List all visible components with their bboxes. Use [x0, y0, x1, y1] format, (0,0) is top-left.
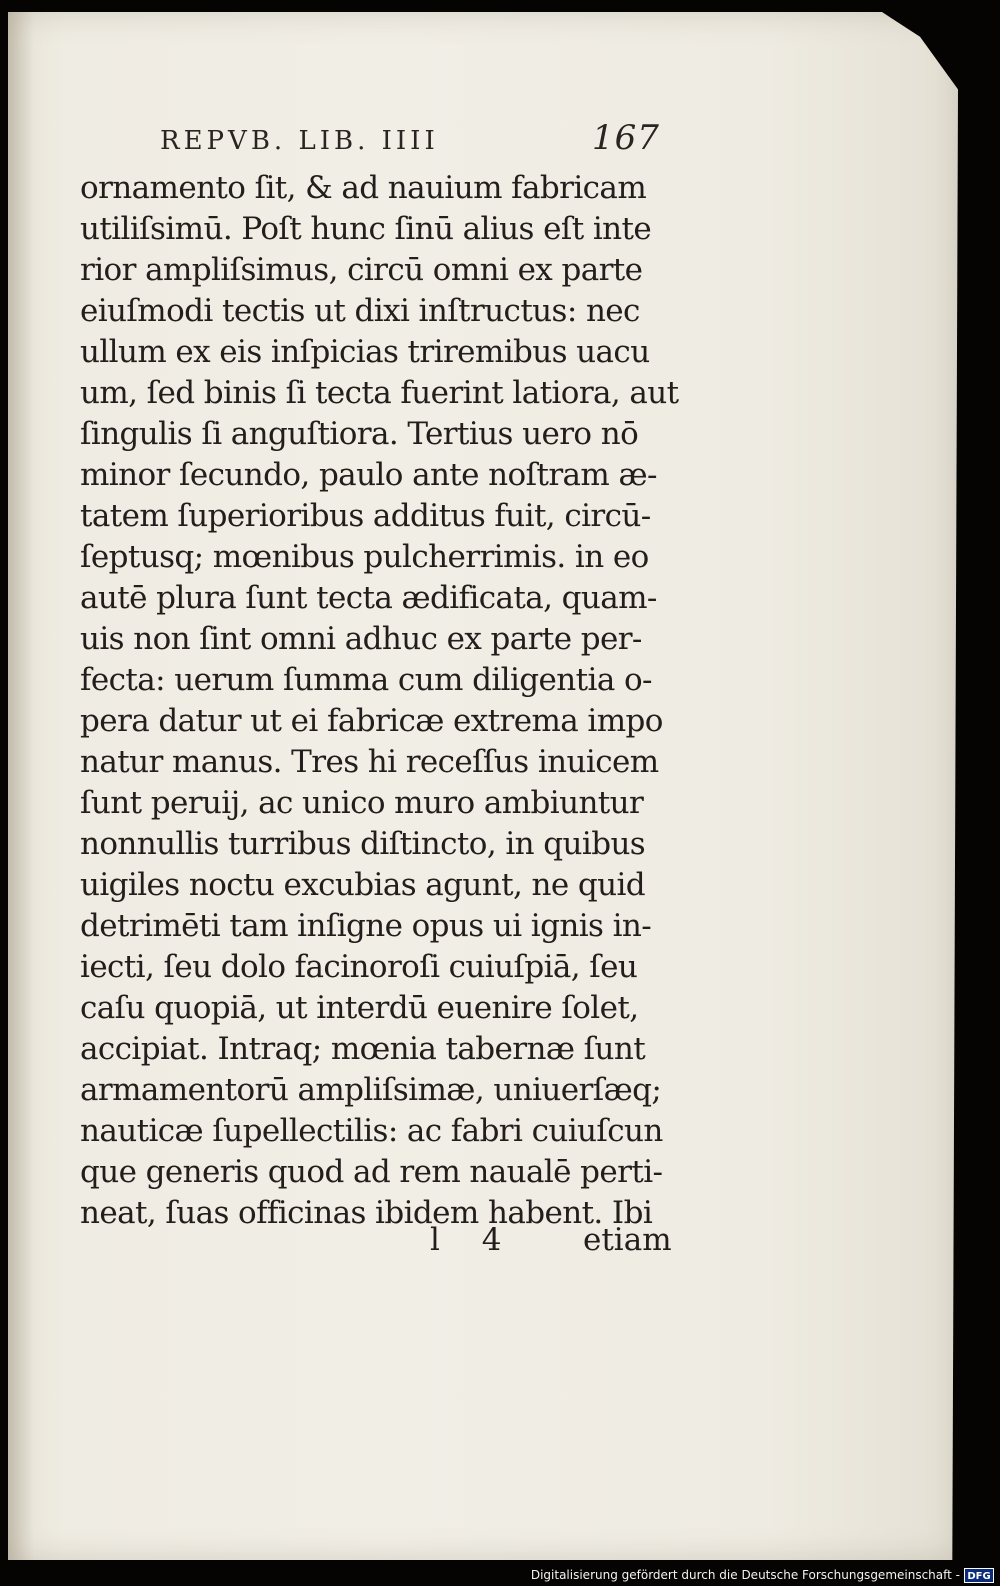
running-title: REPVB. LIB. IIII [160, 126, 439, 156]
text-line: eiuſmodi tectis ut dixi inſtructus: nec [80, 293, 640, 329]
text-line: caſu quopiā, ut interdū euenire ſolet, [80, 990, 639, 1026]
gutter-shadow [8, 12, 34, 1560]
text-line: fecta: uerum ſumma cum diligentia o- [80, 662, 652, 698]
text-line: uigiles noctu excubias agunt, ne quid [80, 867, 646, 903]
text-line: rior ampliſsimus, circū omni ex parte [80, 252, 643, 288]
text-line: neat, ſuas officinas ibidem habent. Ibi [80, 1195, 653, 1231]
text-line: armamentorū ampliſsimæ, uniuerſæq; [80, 1072, 662, 1108]
folio-number: 167 [592, 118, 660, 158]
text-line: natur manus. Tres hi receſſus inuicem [80, 744, 659, 780]
text-line: pera datur ut ei fabricæ extrema impo [80, 703, 663, 739]
text-line: ſunt peruij, ac unico muro ambiuntur [80, 785, 644, 821]
text-line: detrimēti tam inſigne opus ui ignis in- [80, 908, 652, 944]
text-line: ſeptusq; mœnibus pulcherrimis. in eo [80, 539, 649, 575]
text-line: ſingulis ſi anguſtiora. Tertius uero nō [80, 416, 639, 452]
text-line: tatem ſuperioribus additus fuit, circū- [80, 498, 651, 534]
text-line: minor ſecundo, paulo ante noſtram æ- [80, 457, 657, 493]
body-text [80, 168, 690, 1234]
text-line: ullum ex eis inſpicias triremibus uacu [80, 334, 650, 370]
text-line: uis non ſint omni adhuc ex parte per- [80, 621, 642, 657]
text-line: ornamento ſit, & ad nauium fabricam [80, 170, 647, 206]
text-line: iecti, ſeu dolo facinoroſi cuiuſpiā, ſeu [80, 949, 638, 985]
digitization-credit: Digitalisierung gefördert durch die Deutsche Forschungsgemeinschaft - [530, 1568, 960, 1582]
text-line: nauticæ ſupellectilis: ac fabri cuiuſcun [80, 1113, 663, 1149]
text-line: nonnullis turribus diſtincto, in quibus [80, 826, 646, 862]
dfg-logo: DFG [964, 1568, 994, 1583]
text-line: accipiat. Intraq; mœnia tabernæ ſunt [80, 1031, 646, 1067]
text-line: autē plura ſunt tecta ædificata, quam- [80, 580, 657, 616]
text-line: um, ſed binis ſi tecta fuerint latiora, aut [80, 375, 679, 411]
text-line: que generis quod ad rem naualē perti- [80, 1154, 663, 1190]
text-line: utiliſsimū. Poſt hunc ſinū alius eſt inte [80, 211, 652, 247]
running-head [150, 118, 670, 164]
page-footer [80, 1222, 690, 1266]
signature-mark: l 4 [430, 1222, 518, 1258]
catchword: etiam [583, 1222, 672, 1258]
